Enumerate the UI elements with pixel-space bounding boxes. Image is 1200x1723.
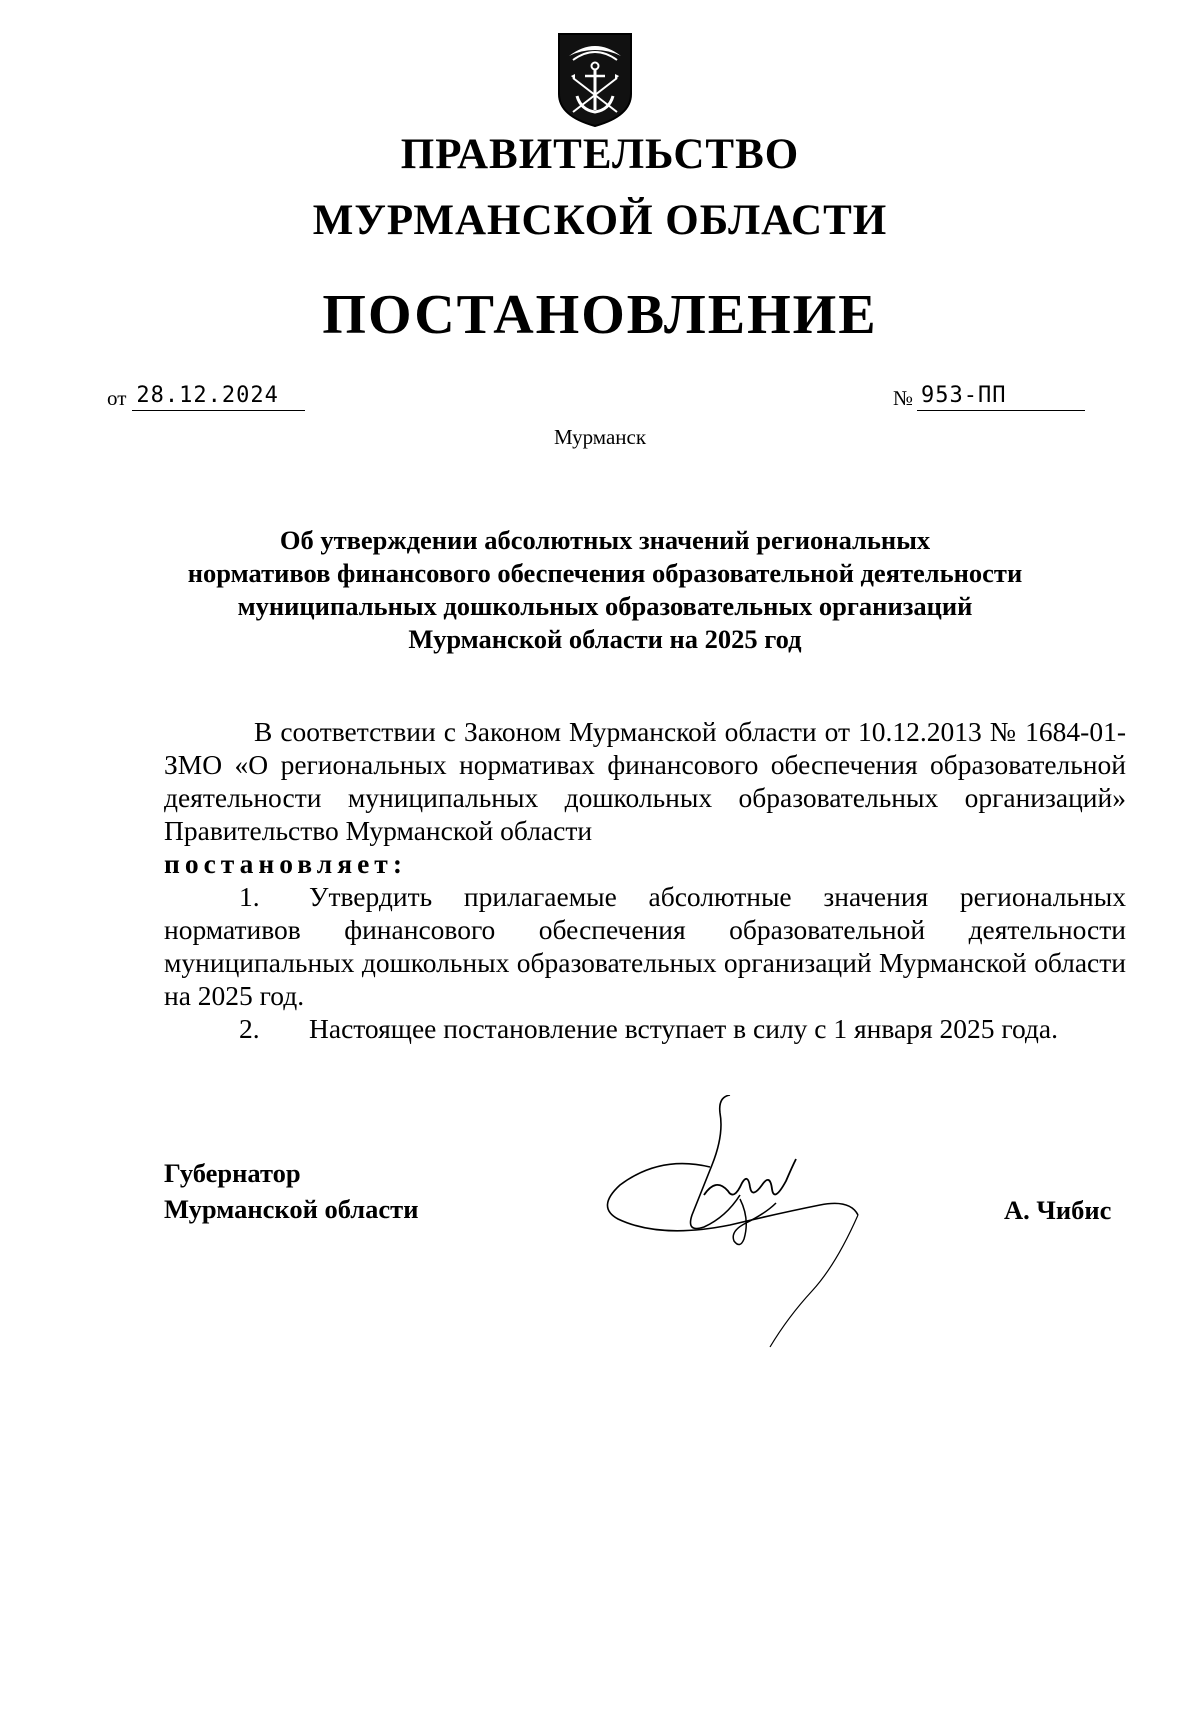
- signer-position: [164, 1155, 418, 1227]
- preamble-paragraph: [164, 715, 1126, 847]
- handwritten-signature-icon: [600, 1095, 930, 1355]
- number-prefix: №: [893, 386, 914, 410]
- list-item: [164, 880, 1126, 1012]
- signer-name: А. Чибис: [1004, 1195, 1112, 1225]
- number-field: 953-ПП: [917, 383, 1085, 411]
- coat-of-arms-anchor-icon: [557, 32, 633, 128]
- document-type-title: ПОСТАНОВЛЕНИЕ: [322, 284, 878, 346]
- government-title-line2: МУРМАНСКОЙ ОБЛАСТИ: [312, 197, 888, 244]
- subject-line: муниципальных дошкольных образовательных организаций: [237, 591, 973, 621]
- date-block: [107, 383, 305, 411]
- number-block: [893, 383, 1085, 411]
- item-text: Утвердить прилагаемые абсолютные значения региональных нормативов финансового обеспечения образовательной деятельности муниципальных дошкольных образовательных организаций Мурманской области на 2025 год.: [164, 881, 1126, 1011]
- resolves-word: постановляет:: [164, 848, 407, 879]
- date-prefix: от: [107, 386, 127, 410]
- item-number: 1.: [239, 881, 260, 912]
- signer-position-line1: Губернатор: [164, 1158, 301, 1188]
- item-number: 2.: [239, 1013, 260, 1044]
- preamble-text: В соответствии с Законом Мурманской области от 10.12.2013 № 1684-01-ЗМО «О региональных нормативах финансового обеспечения образовательной деятельности муниципальных дошкольных образовательных организаций» Правительство Мурманской области: [164, 716, 1126, 846]
- document-subject: [160, 524, 1050, 656]
- subject-line: Об утверждении абсолютных значений региональных: [279, 525, 931, 555]
- item-text: Настоящее постановление вступает в силу с 1 января 2025 года.: [309, 1013, 1058, 1044]
- subject-line: нормативов финансового обеспечения образовательной деятельности: [187, 558, 1023, 588]
- date-field: 28.12.2024: [132, 383, 305, 411]
- signer-position-line2: Мурманской области: [164, 1194, 419, 1224]
- list-item: [164, 1012, 1126, 1045]
- government-title-line1: ПРАВИТЕЛЬСТВО: [400, 131, 800, 178]
- document-body: [164, 715, 1126, 1045]
- city-name: Мурманск: [553, 425, 647, 449]
- subject-line: Мурманской области на 2025 год: [408, 624, 802, 654]
